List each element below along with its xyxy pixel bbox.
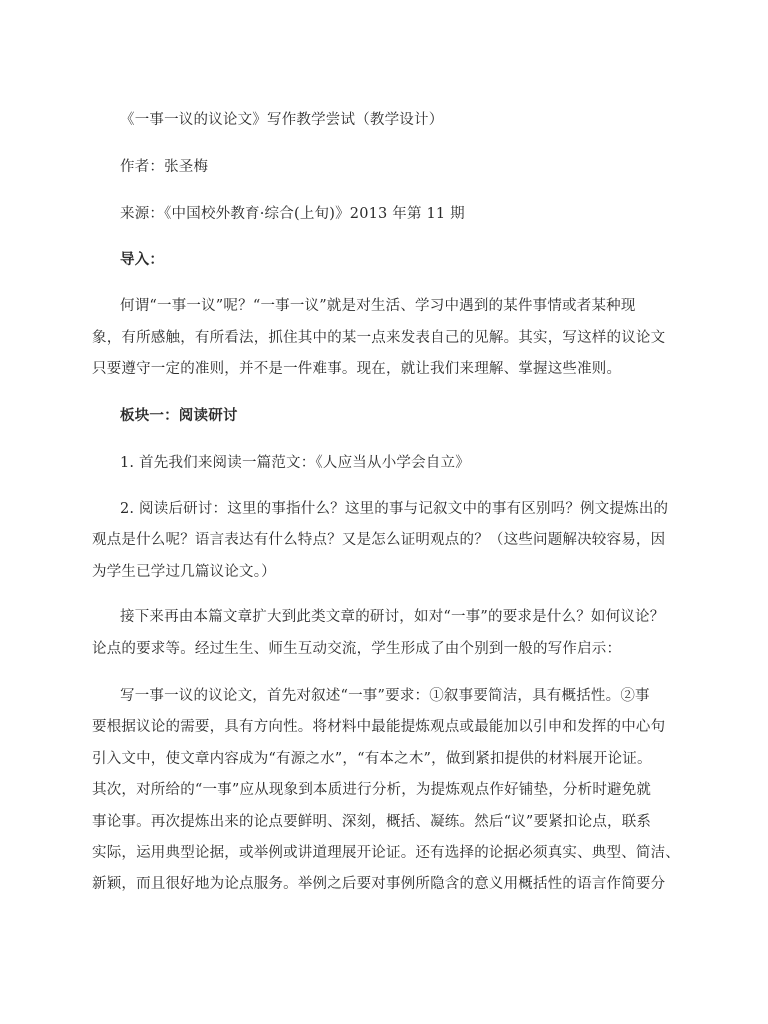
paragraph4-line-2: 要根据议论的需要，具有方向性。将材料中最能提炼观点或最能加以引申和发挥的中心句 — [92, 719, 666, 735]
item2-line-2: 观点是什么呢？语言表达有什么特点？又是怎么证明观点的？（这些问题解决较容易，因 — [92, 532, 666, 548]
item1-line: 1. 首先我们来阅读一篇范文：《人应当从小学会自立》 — [120, 455, 470, 471]
source-line: 来源：《中国校外教育·综合(上旬)》2013 年第 11 期 — [120, 206, 465, 222]
item2-line-3: 为学生已学过几篇议论文。） — [92, 564, 276, 580]
paragraph4-line-1: 写一事一议的议论文，首先对叙述“一事”要求：①叙事要简洁，具有概括性。②事 — [120, 688, 650, 704]
paragraph4-line-4: 其次，对所给的“一事”应从现象到本质进行分析，为提炼观点作好铺垫，分析时避免就 — [92, 782, 652, 798]
paragraph3-line-2: 论点的要求等。经过生生、师生互动交流，学生形成了由个别到一般的写作启示： — [92, 641, 622, 657]
paragraph4-line-7: 新颖，而且很好地为论点服务。举例之后要对事例所隐含的意义用概括性的语言作简要分 — [92, 876, 666, 892]
paragraph4-line-3: 引入文中，使文章内容成为“有源之水”，“有本之木”，做到紧扣提供的材料展开论证。 — [92, 751, 652, 767]
section1-heading: 板块一：阅读研讨 — [120, 407, 238, 424]
intro-paragraph-line-2: 象，有所感触，有所看法，抓住其中的某一点来发表自己的见解。其实，写这样的议论文 — [92, 330, 666, 346]
item2-line-1: 2. 阅读后研讨：这里的事指什么？这里的事与记叙文中的事有区别吗？例文提炼出的 — [120, 501, 669, 517]
paragraph4-line-6: 实际，运用典型论据，或举例或讲道理展开论证。还有选择的论据必须真实、典型、简洁、 — [92, 845, 680, 861]
paragraph4-line-5: 事论事。再次提炼出来的论点要鲜明、深刻，概括、凝练。然后“议”要紧扣论点，联系 — [92, 814, 652, 830]
intro-paragraph-line-3: 只要遵守一定的准则，并不是一件难事。现在，就让我们来理解、掌握这些准则。 — [92, 361, 622, 377]
intro-paragraph-line-1: 何谓“一事一议”呢？“一事一议”就是对生活、学习中遇到的某件事情或者某种现 — [120, 298, 636, 314]
author-line: 作者：张圣梅 — [120, 159, 209, 175]
document-title: 《一事一议的议论文》写作教学尝试（教学设计） — [120, 112, 444, 128]
paragraph3-line-1: 接下来再由本篇文章扩大到此类文章的研讨，如对“一事”的要求是什么？如何议论？ — [120, 609, 665, 625]
intro-heading: 导入： — [120, 251, 165, 268]
